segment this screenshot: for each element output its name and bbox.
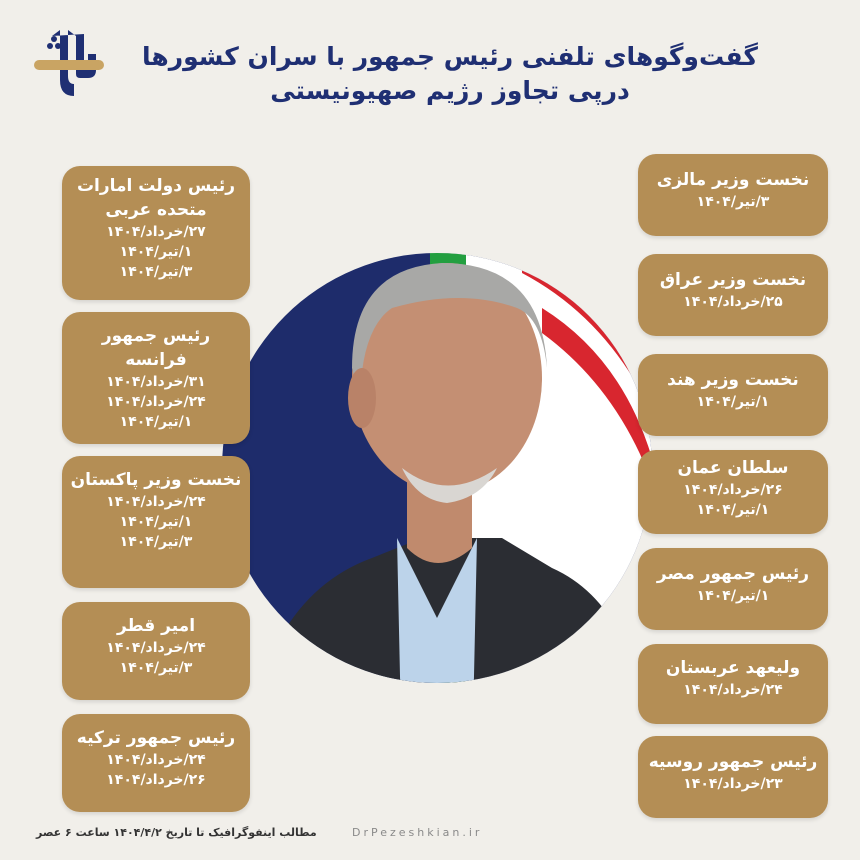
footer-note: مطالب اینفوگرافیک تا تاریخ ۱۴۰۴/۴/۲ ساعت ۶ عصر (36, 826, 317, 839)
card-date: ۱/تیر/۱۴۰۴ (696, 502, 770, 518)
card-date: ۲۶/خرداد/۱۴۰۴ (683, 482, 783, 498)
card-name: نخست وزیر پاکستان (70, 470, 242, 490)
website-url: DrPezeshkian.ir (352, 826, 483, 839)
card-russia (638, 736, 828, 818)
card-name: نخست وزیر عراق (659, 270, 807, 290)
title-line-1: گفت‌وگوهای تلفنی رئیس جمهور با سران کشورها (142, 42, 758, 71)
card-name: سلطان عمان (677, 458, 789, 478)
card-date: ۳/تیر/۱۴۰۴ (119, 534, 193, 550)
card-date: ۲۶/خرداد/۱۴۰۴ (106, 772, 206, 788)
title-line-2: درپی تجاوز رژیم صهیونیستی (270, 76, 630, 105)
card-date: ۲۷/خرداد/۱۴۰۴ (106, 224, 206, 240)
card-date: ۱/تیر/۱۴۰۴ (119, 514, 193, 530)
card-date: ۱/تیر/۱۴۰۴ (696, 588, 770, 604)
card-name: امیر قطر (116, 616, 196, 636)
card-oman (638, 450, 828, 534)
card-india (638, 354, 828, 436)
card-france (62, 312, 250, 444)
logo-icon (30, 24, 108, 106)
card-date: ۳/تیر/۱۴۰۴ (119, 660, 193, 676)
card-saudi (638, 644, 828, 724)
card-name: رئیس جمهور فرانسه (101, 326, 211, 370)
card-date: ۳۱/خرداد/۱۴۰۴ (106, 374, 206, 390)
card-date: ۱/تیر/۱۴۰۴ (119, 244, 193, 260)
card-date: ۲۵/خرداد/۱۴۰۴ (683, 294, 783, 310)
card-qatar (62, 602, 250, 700)
card-uae (62, 166, 250, 300)
card-name: رئیس جمهور مصر (656, 564, 810, 584)
card-date: ۲۴/خرداد/۱۴۰۴ (106, 494, 206, 510)
card-turkey (62, 714, 250, 812)
card-malaysia (638, 154, 828, 236)
card-date: ۲۴/خرداد/۱۴۰۴ (683, 682, 783, 698)
card-date: ۳/تیر/۱۴۰۴ (696, 194, 770, 210)
card-name: ولیعهد عربستان (665, 658, 801, 678)
card-date: ۲۴/خرداد/۱۴۰۴ (106, 640, 206, 656)
page-title (130, 40, 770, 108)
card-name: رئیس جمهور ترکیه (76, 728, 236, 748)
portrait-circle (222, 168, 652, 768)
card-name: نخست وزیر هند (667, 370, 799, 390)
card-egypt (638, 548, 828, 630)
card-date: ۳/تیر/۱۴۰۴ (119, 264, 193, 280)
card-name: نخست وزیر مالزی (656, 170, 810, 190)
card-name: رئیس جمهور روسیه (648, 752, 818, 772)
card-iraq (638, 254, 828, 336)
card-date: ۲۳/خرداد/۱۴۰۴ (683, 776, 783, 792)
card-pakistan (62, 456, 250, 588)
card-date: ۱/تیر/۱۴۰۴ (119, 414, 193, 430)
card-date: ۲۴/خرداد/۱۴۰۴ (106, 752, 206, 768)
card-date: ۱/تیر/۱۴۰۴ (696, 394, 770, 410)
card-name: رئیس دولت امارات متحده عربی (76, 176, 236, 220)
card-date: ۲۴/خرداد/۱۴۰۴ (106, 394, 206, 410)
